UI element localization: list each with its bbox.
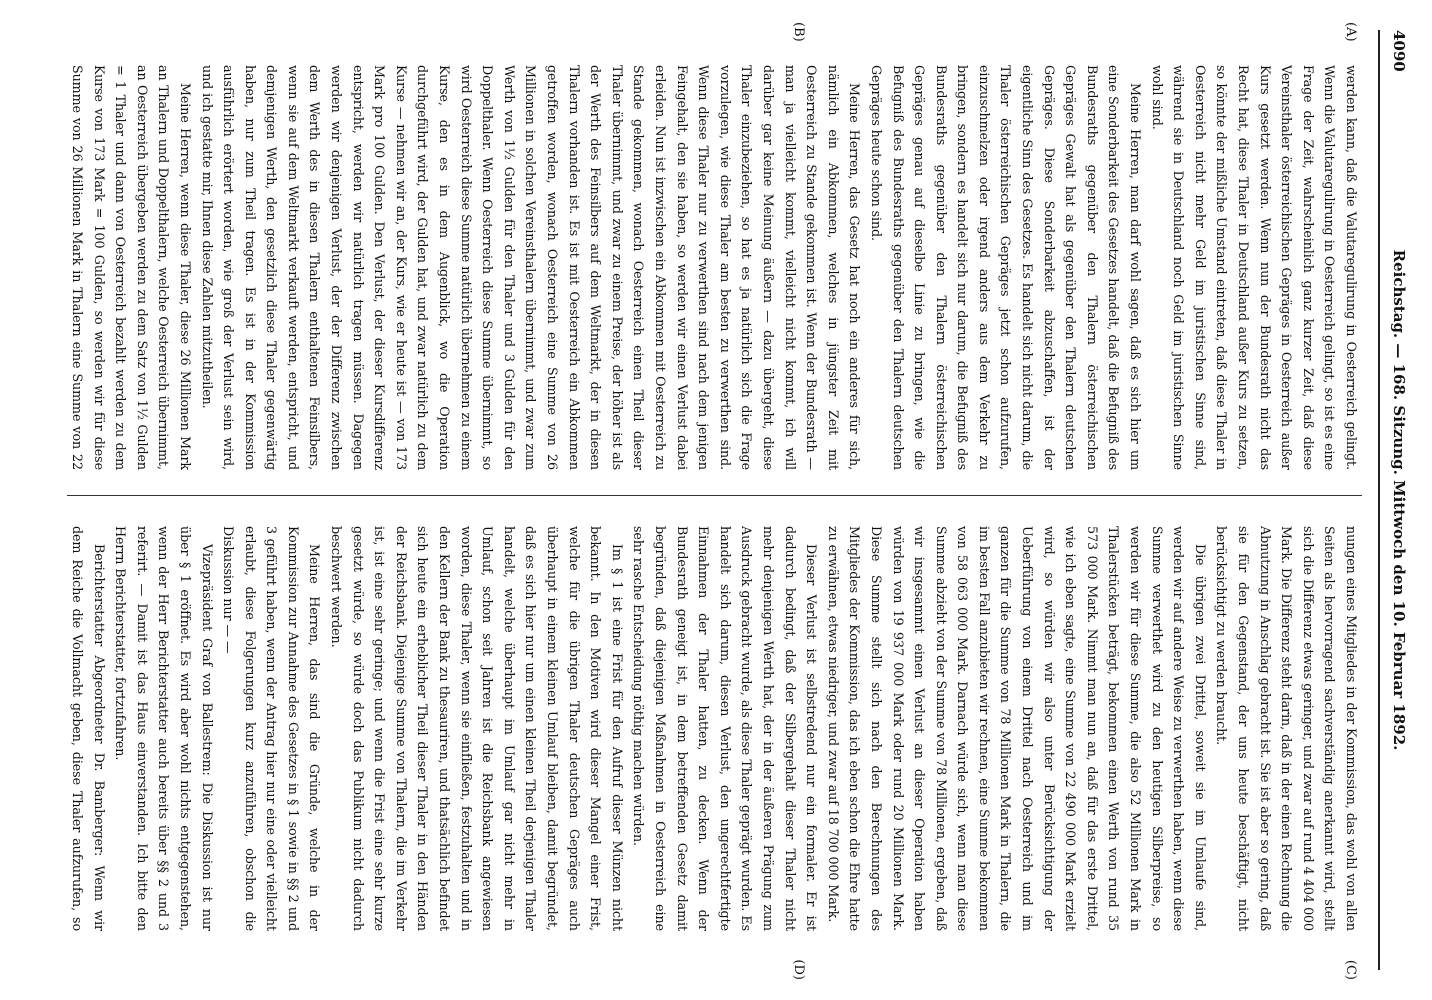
- paragraph: nungen eines Mitgliedes in der Kommission, das wohl von allen Seiten als hervorragend sachverständig anerkannt wird, stellt sich die Differenz etwas geringer, und zwar auf rund 4 404 000 Mark. Die Differenz steht darin, daß in der einen Rechnung die Abnutzung in Anschlag gebracht ist. Sie ist aber so gering, daß sie für den Gegenstand, der uns heute beschäftigt, nicht berücksichtigt zu werden braucht.: [1214, 526, 1359, 931]
- paragraph: Meine Herren, das sind die Gründe, welche in der Kommission zur Annahme des Gesetzes in § 1 sowie in §§ 2 und 3 geführt haben, wenn der Antrag hier nur eine oder vielleicht erlaubt, diese Folgerungen kurz anzuführen, obschon die Diskussion nur — —: [221, 526, 323, 931]
- margin-mark-b: (B): [791, 22, 806, 42]
- paragraph: Die übrigen zwei Drittel, soweit sie im Umlaufe sind, werden wir auf andere Weise zu verwerthen haben, wenn diese Summe verwerthet wird zu den heutigen Silberpreise, so werden wir für diese Summe, die also 52 Millionen Mark in Thalerstücken beträgt, bekommen einen Werth von rund 35 573 000 Mark. Nimmt man nun an, daß für das erste Drittel, wie ich eben sagte, eine Summe von 22 490 000 Mark erzielt wird, so würden wir also unter Berücksichtigung der Ueberführung von einem Drittel nach Oesterreich und im ganzen für die Summe von 78 Millionen Mark in Thalern, die im besten Fall anzubieten wir rechnen, eine Summe bekommen von 58 063 000 Mark. Darnach würde sich, wenn man diese Summe abzieht von der Summe von 78 Millionen, ergeben, daß wir insgesammt einen Verlust an dieser Operation haben würden von 19 937 000 Mark oder rund 20 Millionen Mark. Diese Summe stellt sich nach den Berechnungen des Mitgliedes der Kommission, das ich eben schon die Ehre hatte zu erwähnen, etwas niedriger, und zwar auf 18 700 000 Mark.: [825, 526, 1208, 931]
- margin-mark-c: (C): [1343, 959, 1358, 980]
- right-column: [67, 526, 1362, 931]
- column-divider: [67, 495, 1362, 496]
- paragraph: Meine Herren, das Gesetz hat noch ein anderes für sich, nämlich ein Abkommen, welches in jüngster Zeit mit Oesterreich zu Stande gekommen ist. Wenn der Bundesrath — man ja vielleicht kommt, vielleicht nicht kommt, ich will darüber gar keine Meinung äußern — dazu übergeht, diese Thaler einzubeziehen, so hat es ja natürlich sich die Frage vorzulegen, wie diese Thaler am besten zu verwerthen sind. Wenn diese Thaler nur zu verwerthen sind nach dem jenigen Feingehalt, den sie haben, so werden wir einen Verlust dabei erleiden. Nun ist inzwischen ein Abkommen mit Oesterreich zu Stande gekommen, wonach Oesterreich einen Theil dieser Thaler übernimmt, und zwar zu einem Preise, der höher ist als der Werth des Feinsilbers auf dem Weltmarkt, der in diesen Thalern vorhanden ist. Es ist mit Oesterreich ein Abkommen getroffen worden, wonach Oesterreich eine Summe von 26 Millionen in solchen Vereinsthalern übernimmt, und zwar zum Werth von 1½ Gulden für den Thaler und 3 Gulden für den Doppelthaler. Wenn Oesterreich diese Summe übernimmt, so wird Oesterreich diese Summe natürlich übernehmen zu einem Kurse, den es in dem Augenblick, wo die Operation durchgeführt wird, der Gulden hat, und zwar natürlich zu dem Kurse — nehmen wir an, der Kurs, wie er heute ist — von 173 Mark pro 100 Gulden. Den Verlust, der dieser Kursdifferenz entspricht, werden wir natürlich tragen müssen. Dagegen werden wir denjenigen Verlust, der der Differenz zwischen dem Werth des in diesen Thalern enthaltenen Feinsilbers, wenn sie auf dem Weltmarkt verkauft werden, entspricht, und demjenigen Werth, den gesetzlich diese Thaler gegenwärtig haben, nur zum Theil tragen. Es ist in der Kommission ausführlich erörtert worden, wie groß der Verlust sein wird, und ich gestatte mir, Ihnen diese Zahlen mitzutheilen.: [199, 65, 863, 470]
- running-head: [1378, 30, 1414, 970]
- paragraph: Berichterstatter Abgeordneter Dr. Bamberger: Wenn wir dem Reiche die Vollmacht geben, diese Thaler aufzurufen, so: [69, 526, 107, 931]
- margin-mark-a: (A): [1343, 22, 1358, 42]
- paragraph: Dieser Verlust ist selbstredend nur ein formaler. Er ist dadurch bedingt, daß der Silbergehalt dieser Thaler nicht mehr denjenigen Werth hat, der in der äußeren Prägung zum Ausdruck gebracht wurde, als diese Thaler geprägt wurden. Es handelt sich darum, diesen Verlust, den ungerechtfertigte Einnahmen der Thaler hatten, zu decken. Wenn der Bundesrath geneigt ist, in dem betreffenden Gesetz damit begründen, daß diejenigen Maßnahmen in Oesterreich eine sehr rasche Entscheidung nöthig machen würden.: [631, 526, 820, 931]
- margin-mark-d: (D): [791, 959, 806, 980]
- running-title: Reichstag. — 168. Sitzung. Mittwoch den 10. Februar 1892.: [1390, 249, 1408, 751]
- paragraph: Vizepräsident Graf von Ballestrem: Die Diskussion ist nur über § 1 eröffnet. Es wird aber wohl nichts entgegenstehen, wenn der Herr Berichterstatter auch bereits über §§ 2 und 3 referirt. — Damit ist das Haus einverstanden. Ich bitte den Herrn Berichterstatter, fortzufahren.: [113, 526, 215, 931]
- paragraph: Meine Herren, man darf wohl sagen, daß es sich hier um eine Sonderbarkeit des Gesetzes handelt, daß die Befugniß des Bundesraths gegenüber den Thalern österreichischen Gepräges Gewalt hat als gegenüber den Thalern deutschen Gepräges. Diese Sonderbarkeit abzuschaffen, ist der eigentliche Sinn des Gesetzes. Es handelt sich nicht darum, die Thaler österreichischen Gepräges jetzt schon aufzurufen, einzuschmelzen oder irgend anders aus dem Verkehr zu bringen, sondern es handelt sich nur darum, die Befugniß des Bundesraths gegenüber den Thalern österreichischen Gepräges genau auf dieselbe Linie zu bringen, wie die Befugniß des Bundesraths gegenüber den Thalern deutschen Gepräges heute schon sind.: [868, 65, 1144, 470]
- paragraph: Im § 1 ist eine Frist für den Aufruf dieser Münzen nicht bekannt. In den Motiven wird dieser Mangel einer Frist, welche für die übrigen Thaler deutschen Gepräges auch überhaupt in einem kleinen Umlauf bleiben, damit begründet, daß es sich hier nur um einen kleinen Theil derjenigen Thaler handelt, welche überhaupt im Umlauf gar nicht mehr in Umlauf, schon seit Jahren ist die Reichsbank angewiesen worden, diese Thaler, wenn sie einfließen, festzuhalten und in den Kellern der Bank zu thesauriren, und thatsächlich befindet sich heute ein erheblicher Theil dieser Thaler in den Händen der Reichsbank. Diejenige Summe von Thalern, die im Verkehr ist, ist eine sehr geringe; und wenn die Frist eine sehr kurze gesetzt würde, so würde doch das Publikum nicht dadurch beschwert werden.: [329, 526, 625, 931]
- paragraph: Meine Herren, wenn diese Thaler, diese 26 Millionen Mark an Thalern und Doppelthalern, welche Oesterreich übernimmt, an Oesterreich übergeben werden zu dem Satz von 1½ Gulden = 1 Thaler und dann von Oesterreich bezahlt werden zu dem Kurse von 173 Mark = 100 Gulden, so werden wir für diese Summe von 26 Millionen Mark in Thalern eine Summe von 22: [69, 65, 193, 470]
- left-column: [67, 65, 1362, 470]
- page-number: 4090: [1390, 30, 1408, 72]
- paragraph: werden kann, daß die Valutaregulirung in Oesterreich gelingt. Wenn die Valutaregulirung in Oesterreich gelingt, so ist es eine Frage der Zeit, wahrscheinlich ganz kurzer Zeit, daß diese Vereinsthaler österreichischen Gepräges in Oesterreich außer Kurs gesetzt werden. Wenn nun der Bundesrath nicht das Recht hat, diese Thaler in Deutschland außer Kurs zu setzen, so könnte der mißliche Umstand eintreten, daß diese Thaler in Oesterreich nicht mehr Geld im juristischen Sinne sind, während sie in Deutschland noch Geld im juristischen Sinne wohl sind.: [1149, 65, 1359, 470]
